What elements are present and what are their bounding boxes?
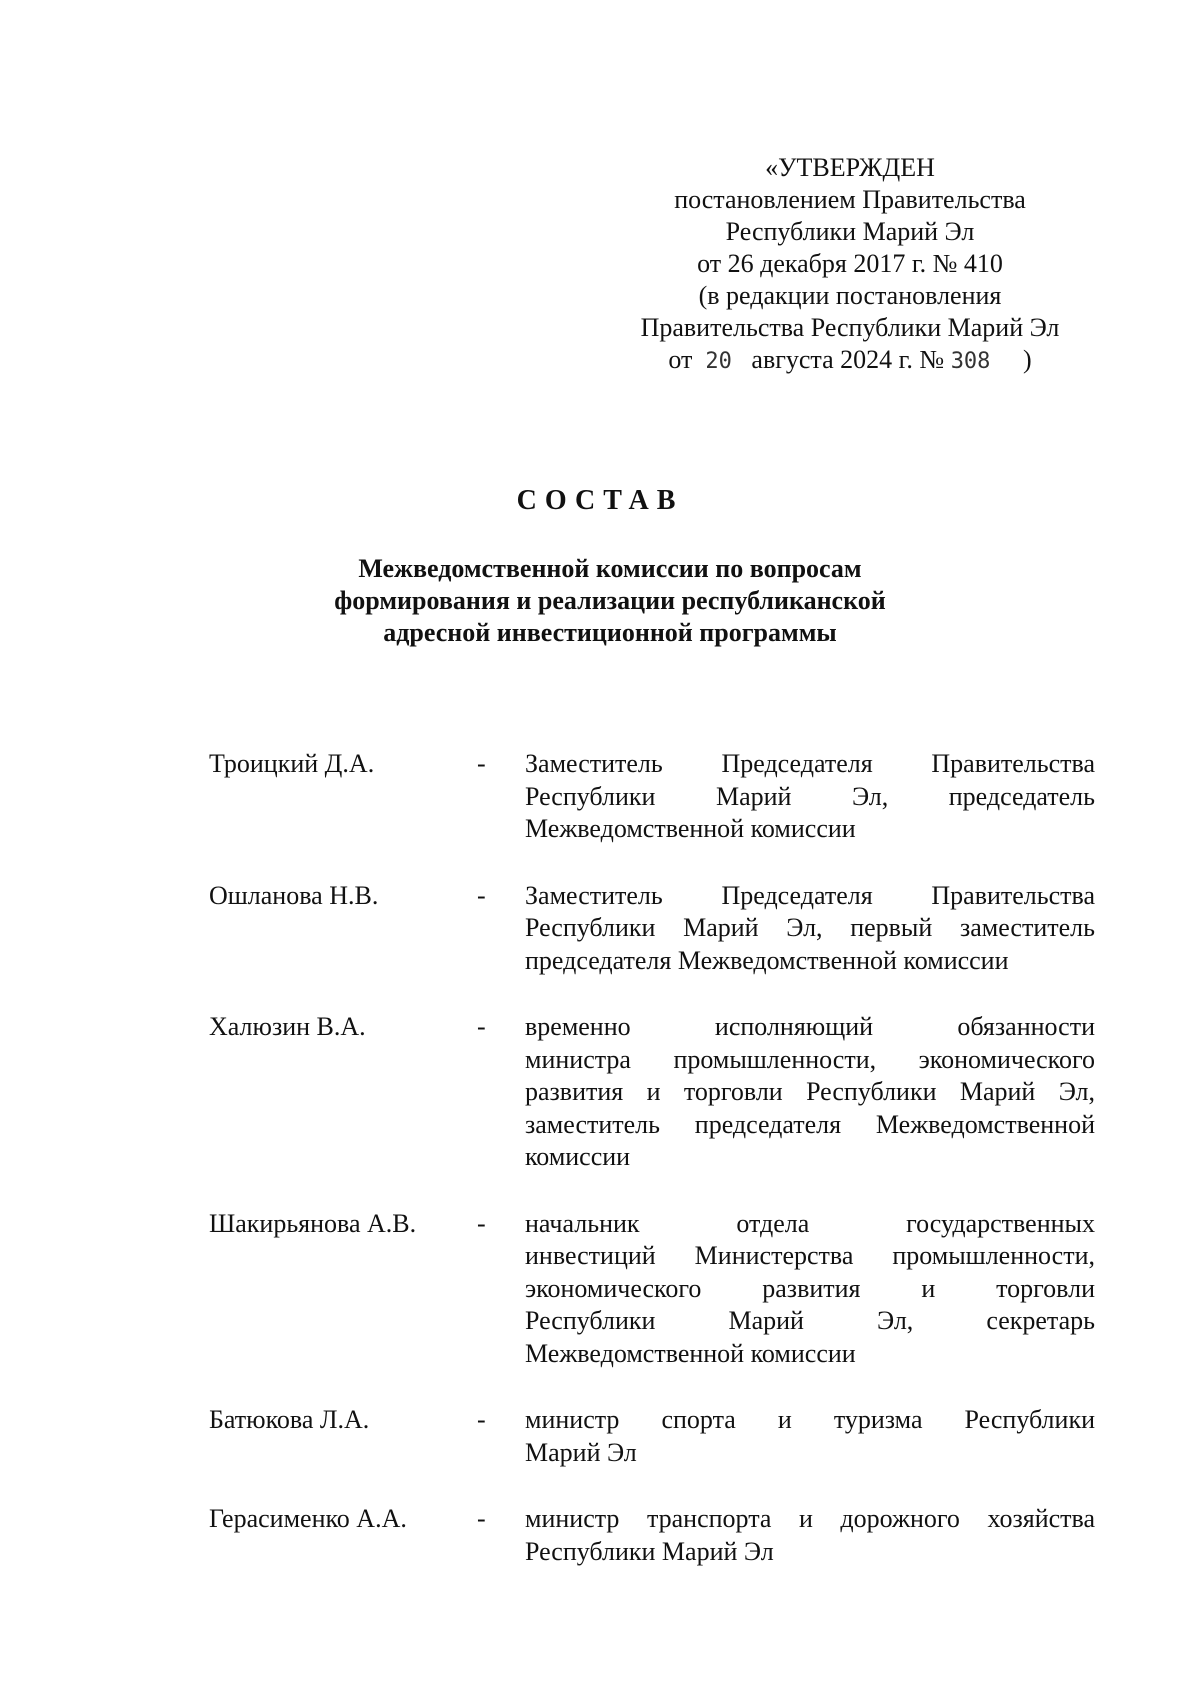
member-name: Батюкова Л.А. bbox=[209, 1405, 370, 1434]
member-row bbox=[209, 1503, 1095, 1568]
member-row bbox=[209, 1404, 1095, 1469]
member-dash: - bbox=[477, 1012, 486, 1041]
member-role-line: Республики Марий Эл, председатель bbox=[525, 781, 1095, 811]
document-subtitle bbox=[300, 553, 920, 649]
member-role-line: начальник отдела государственных bbox=[525, 1208, 1095, 1238]
document-title: СОСТАВ bbox=[516, 485, 684, 516]
member-name: Герасименко А.А. bbox=[209, 1504, 407, 1533]
member-dash: - bbox=[477, 1504, 486, 1533]
member-row bbox=[209, 1011, 1095, 1174]
members-list bbox=[209, 748, 1095, 1602]
member-row bbox=[209, 1208, 1095, 1371]
approval-line: Правительства Республики Марий Эл bbox=[640, 313, 1060, 342]
member-role-line: Межведомственной комиссии bbox=[525, 1338, 856, 1368]
member-role bbox=[525, 1208, 1095, 1371]
member-role-line: Республики Марий Эл, первый заместитель bbox=[525, 913, 1095, 942]
approval-line: «УТВЕРЖДЕН bbox=[765, 153, 935, 182]
member-role-line: министр спорта и туризма Республики bbox=[525, 1405, 1095, 1434]
date-day: 20 bbox=[705, 349, 732, 374]
member-role bbox=[525, 1404, 1095, 1469]
member-dash: - bbox=[477, 1208, 486, 1238]
subtitle-line: формирования и реализации республиканской bbox=[334, 586, 886, 615]
member-role-line: председателя Межведомственной комиссии bbox=[525, 945, 1009, 975]
member-dash: - bbox=[477, 880, 486, 910]
subtitle-line: адресной инвестиционной программы bbox=[383, 618, 837, 647]
date-middle: августа 2024 г. № bbox=[751, 345, 945, 374]
member-name: Ошланова Н.В. bbox=[209, 880, 379, 910]
member-role-line: министр транспорта и дорожного хозяйства bbox=[525, 1504, 1095, 1533]
member-role-line: Марий Эл bbox=[525, 1437, 637, 1467]
approval-line: (в редакции постановления bbox=[698, 281, 1002, 310]
approval-stamp-block bbox=[600, 152, 1100, 378]
member-row bbox=[209, 880, 1095, 978]
member-role-line: развития и торговли Республики Марий Эл, bbox=[525, 1077, 1095, 1106]
member-role-line: временно исполняющий обязанности bbox=[525, 1012, 1095, 1041]
member-dash: - bbox=[477, 749, 486, 778]
member-role-line: Заместитель Председателя Правительства bbox=[525, 880, 1095, 910]
member-row bbox=[209, 748, 1095, 846]
date-suffix: ) bbox=[1022, 345, 1032, 374]
member-name: Троицкий Д.А. bbox=[209, 749, 375, 778]
member-role-line: министра промышленности, экономического bbox=[525, 1044, 1095, 1074]
member-dash: - bbox=[477, 1405, 486, 1434]
approval-line: от 26 декабря 2017 г. № 410 bbox=[697, 249, 1003, 278]
member-role bbox=[525, 748, 1095, 846]
member-role-line: Заместитель Председателя Правительства bbox=[525, 749, 1095, 778]
member-role-line: инвестиций Министерства промышленности, bbox=[525, 1241, 1095, 1270]
member-role bbox=[525, 1503, 1095, 1568]
approval-line: постановлением Правительства bbox=[674, 185, 1026, 214]
date-prefix: от bbox=[668, 345, 693, 374]
member-role-line: Республики Марий Эл, секретарь bbox=[525, 1306, 1095, 1335]
member-role-line: Межведомственной комиссии bbox=[525, 814, 856, 843]
decree-number: 308 bbox=[950, 349, 991, 374]
member-name: Шакирьянова А.В. bbox=[209, 1208, 417, 1238]
subtitle-line: Межведомственной комиссии по вопросам bbox=[358, 554, 862, 583]
member-role-line: заместитель председателя Межведомственной bbox=[525, 1109, 1095, 1139]
member-role-line: комиссии bbox=[525, 1142, 631, 1171]
approval-line: Республики Марий Эл bbox=[725, 217, 975, 246]
member-role-line: Республики Марий Эл bbox=[525, 1536, 774, 1566]
member-role-line: экономического развития и торговли bbox=[525, 1273, 1095, 1303]
member-role bbox=[525, 880, 1095, 978]
member-name: Халюзин В.А. bbox=[209, 1012, 366, 1041]
member-role bbox=[525, 1011, 1095, 1174]
approval-date-line bbox=[600, 344, 1100, 378]
